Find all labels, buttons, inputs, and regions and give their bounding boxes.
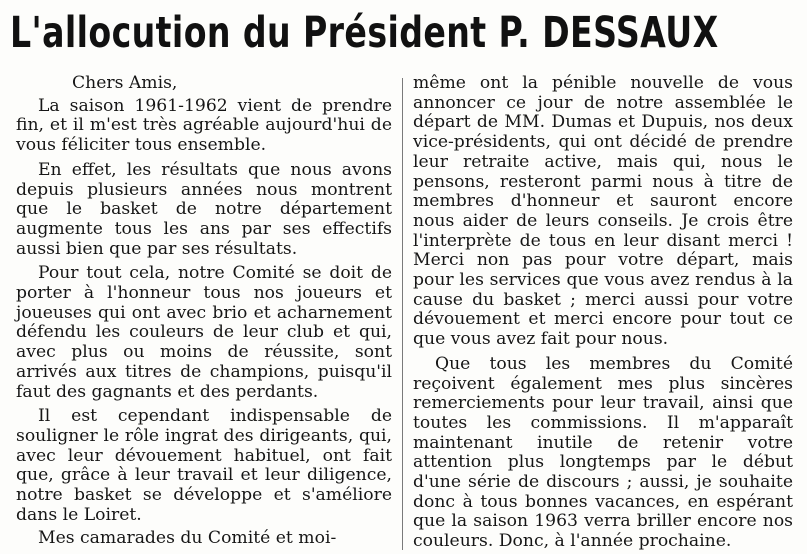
salutation: Chers Amis, [72,73,178,93]
paragraph-honour: Pour tout cela, notre Comité se doit de porter à l'honneur tous nos joueurs et joueuses qui ont avec brio et acharnement défendu les couleurs de leur club et qui, avec plus ou moins de réussite, sont arrivés aux titres de champions, puisqu'il faut des gagnants et des perdants. [16,263,392,402]
paragraph-leaders: Il est cependant indispensable de souligner le rôle ingrat des dirigeants, qui, avec leur dévouement habituel, ont fait que, grâce à leur travail et leur diligence, notre basket se développe et s'améliore dans le Loiret. [16,406,392,525]
article-column-right [413,74,793,557]
column-divider [402,78,403,550]
paragraph-departure: même ont la pénible nouvelle de vous annoncer ce jour de notre assemblée le départ de MM. Dumas et Dupuis, nos deux vice-présidents, qui ont décidé de prendre leur retraite active, mais qui, nous le pensons, resteront parmi nous à titre de membres d'honneur et sauront encore nous aider de leurs conseils. Je crois être l'interprète de tous en leur disant merci ! Merci non pas pour votre départ, mais pour les services que vous avez rendus à la cause du basket ; merci aussi pour votre dévouement et merci encore pour tout ce que vous avez fait pour nous. [413,73,793,350]
paragraph-committee-start: Mes camarades du Comité et moi- [38,528,337,549]
article-headline: L'allocution du Président P. DESSAUX [10,8,719,58]
paragraph-season: La saison 1961-1962 vient de prendre fin, et il m'est très agréable aujourd'hui de vous féliciter tous ensemble. [16,95,392,156]
article-column-left [16,74,392,554]
paragraph-thanks: Que tous les membres du Comité reçoivent également mes plus sincères remerciements pour leur travail, ainsi que toutes les commissions. Il m'apparaît maintenant inutile de retenir votre attention plus longtemps par le début d'une série de discours ; aussi, je souhaite donc à tous bonnes vacances, en espérant que la saison 1963 verra briller encore nos couleurs. Donc, à l'année prochaine. [413,353,793,552]
paragraph-results: En effet, les résultats que nous avons depuis plusieurs années nous montrent que le basket de notre département augmente tous les ans par ses effectifs aussi bien que par ses résultats. [16,159,392,259]
